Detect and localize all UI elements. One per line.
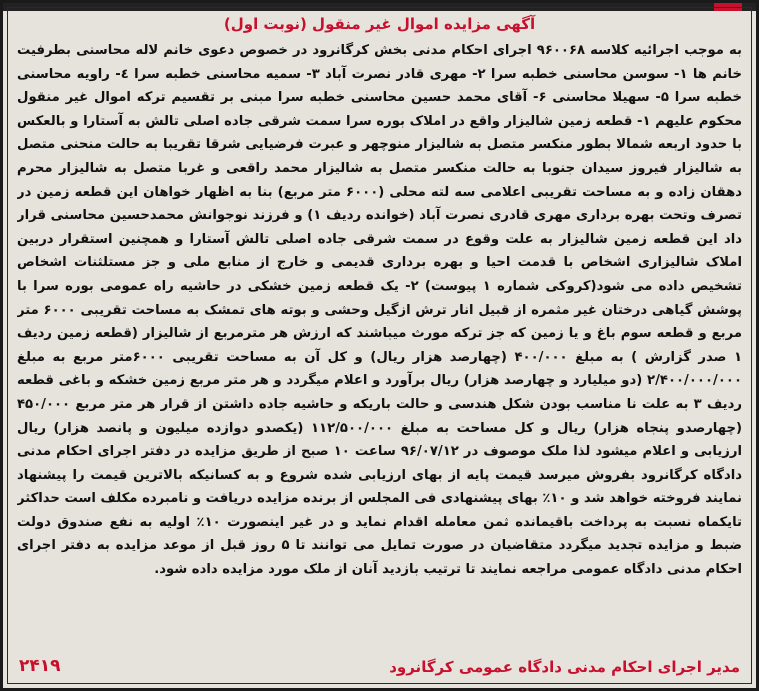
notice-title: آگهی مزایده اموال غیر منقول (نوبت اول) — [223, 15, 536, 33]
issuer-signature: مدیر اجرای احکام مدنی دادگاه عمومی کرگانرود — [389, 658, 740, 676]
notice-body: به موجب اجرائیه کلاسه ۹۶۰۰۶۸ اجرای احکام مدنی بخش کرگانرود در خصوص دعوی خانم لاله محاسنی بطرفیت خانم ها ۱- سوسن محاسنی خطبه سرا ۲- مهری قادر نصرت آباد ۳- سمیه محاسنی خطبه سرا ٤- راویه محاسنی خطبه سرا ۵- سهیلا محاسنی ۶- آقای محمد حسین محاسنی خطبه سرا مبنی بر تقسیم ترکه اموال غیر منقول محکوم علیهم ۱- قطعه زمین شالیزار واقع در املاک بوره سرا سمت شرقی جاده اصلی تالش به آستارا و بالعکس با حدود اربعه شمالا بطور منکسر متصل به شالیزار منوچهر و عبرت فرضیایی شرقا تقریبا به حالت منحنی متصل به شالیزار فیروز سیدان جنوبا به حالت منکسر متصل به شالیزار محمد راقعی و غربا متصل به شالیزار محرم دهقان زاده و به مساحت تقریبی اعلامی سه لته محلی (۶۰۰۰ متر مربع) بنا به اظهار خواهان این قطعه زمین در تصرف وتحت بهره برداری مهری قادری نصرت آباد (خوانده ردیف ۱) و فرزند نوجوانش محمدحسین محاسنی قرار داد این قطعه زمین شالیزار به علت وقوع در سمت شرقی جاده اصلی تالش آستارا و همچنین استقرار دربین املاک شالیزاری اشخاص با قدمت احیا و بهره برداری قدیمی و خارج از منابع ملی و جز مستلثنات اشخاص تشخیص داده می شود(کروکی شماره ۱ پیوست) ۲- یک قطعه زمین خشکی در حاشیه راه عمومی بوره سرا با پوشش گیاهی درختان غیر مثمره از قبیل انار ترش ازگیل وحشی و بوته های تمشک به مساحت تقریبی ۶۰۰۰ متر مربع و قطعه سوم باغ و یا زمین که جز ترکه مورث میباشند که ارزش هر مترمربع از شالیزار (قطعه زمین ردیف ۱ صدر گزارش ) به مبلغ ۴۰۰/۰۰۰ (چهارصد هزار ریال) و کل آن به مساحت تقریبی ۶۰۰۰متر مربع به مبلغ ۲/۴۰۰/۰۰۰/۰۰۰ (دو میلیارد و چهارصد هزار) ریال برآورد و اعلام میگردد و هر متر مربع زمین خشکه و باغی قطعه ردیف ۳ به علت نا مناسب بودن شکل هندسی و حالت باریکه و حاشیه جاده داشتن از قرار هر متر مربع ۴۵۰/۰۰۰ (چهارصدو پنجاه هزار) ریال و کل مساحت به مبلغ ۱۱۲/۵۰۰/۰۰۰ (یکصدو دوازده میلیون و پانصد هزار) ریال ارزیابی و اعلام میشود لذا ملک موصوف در ۹۶/۰۷/۱۲ ساعت ۱۰ صبح از طریق مزایده در دفتر اجرای احکام مدنی دادگاه کرگانرود بفروش میرسد قیمت پایه از بهای ارزیابی شده شروع و به کسانیکه بالاترین قیمت را پیشنهاد نمایند فروخته خواهد شد و ۱۰٪ بهای پیشنهادی فی المجلس از برنده مزایده دریافت و نامبرده مکلف است حداکثر تایکماه نسبت به پرداخت باقیمانده ثمن معامله اقدام نماید و در غیر اینصورت ۱۰٪ اولیه به نفع صندوق دولت ضبط و مزایده تجدید میگردد متقاضیان در صورت تمایل می توانند تا ۵ روز قبل از موعد مزایده به دفتر اجرای احکام مدنی دادگاه عمومی مراجعه نمایند تا ترتیب بازدید آنان از ملک مورد مزایده داده شود. — [17, 43, 742, 578]
reference-number: ۲۴۱۹ — [19, 656, 61, 676]
notice-footer — [3, 648, 756, 680]
